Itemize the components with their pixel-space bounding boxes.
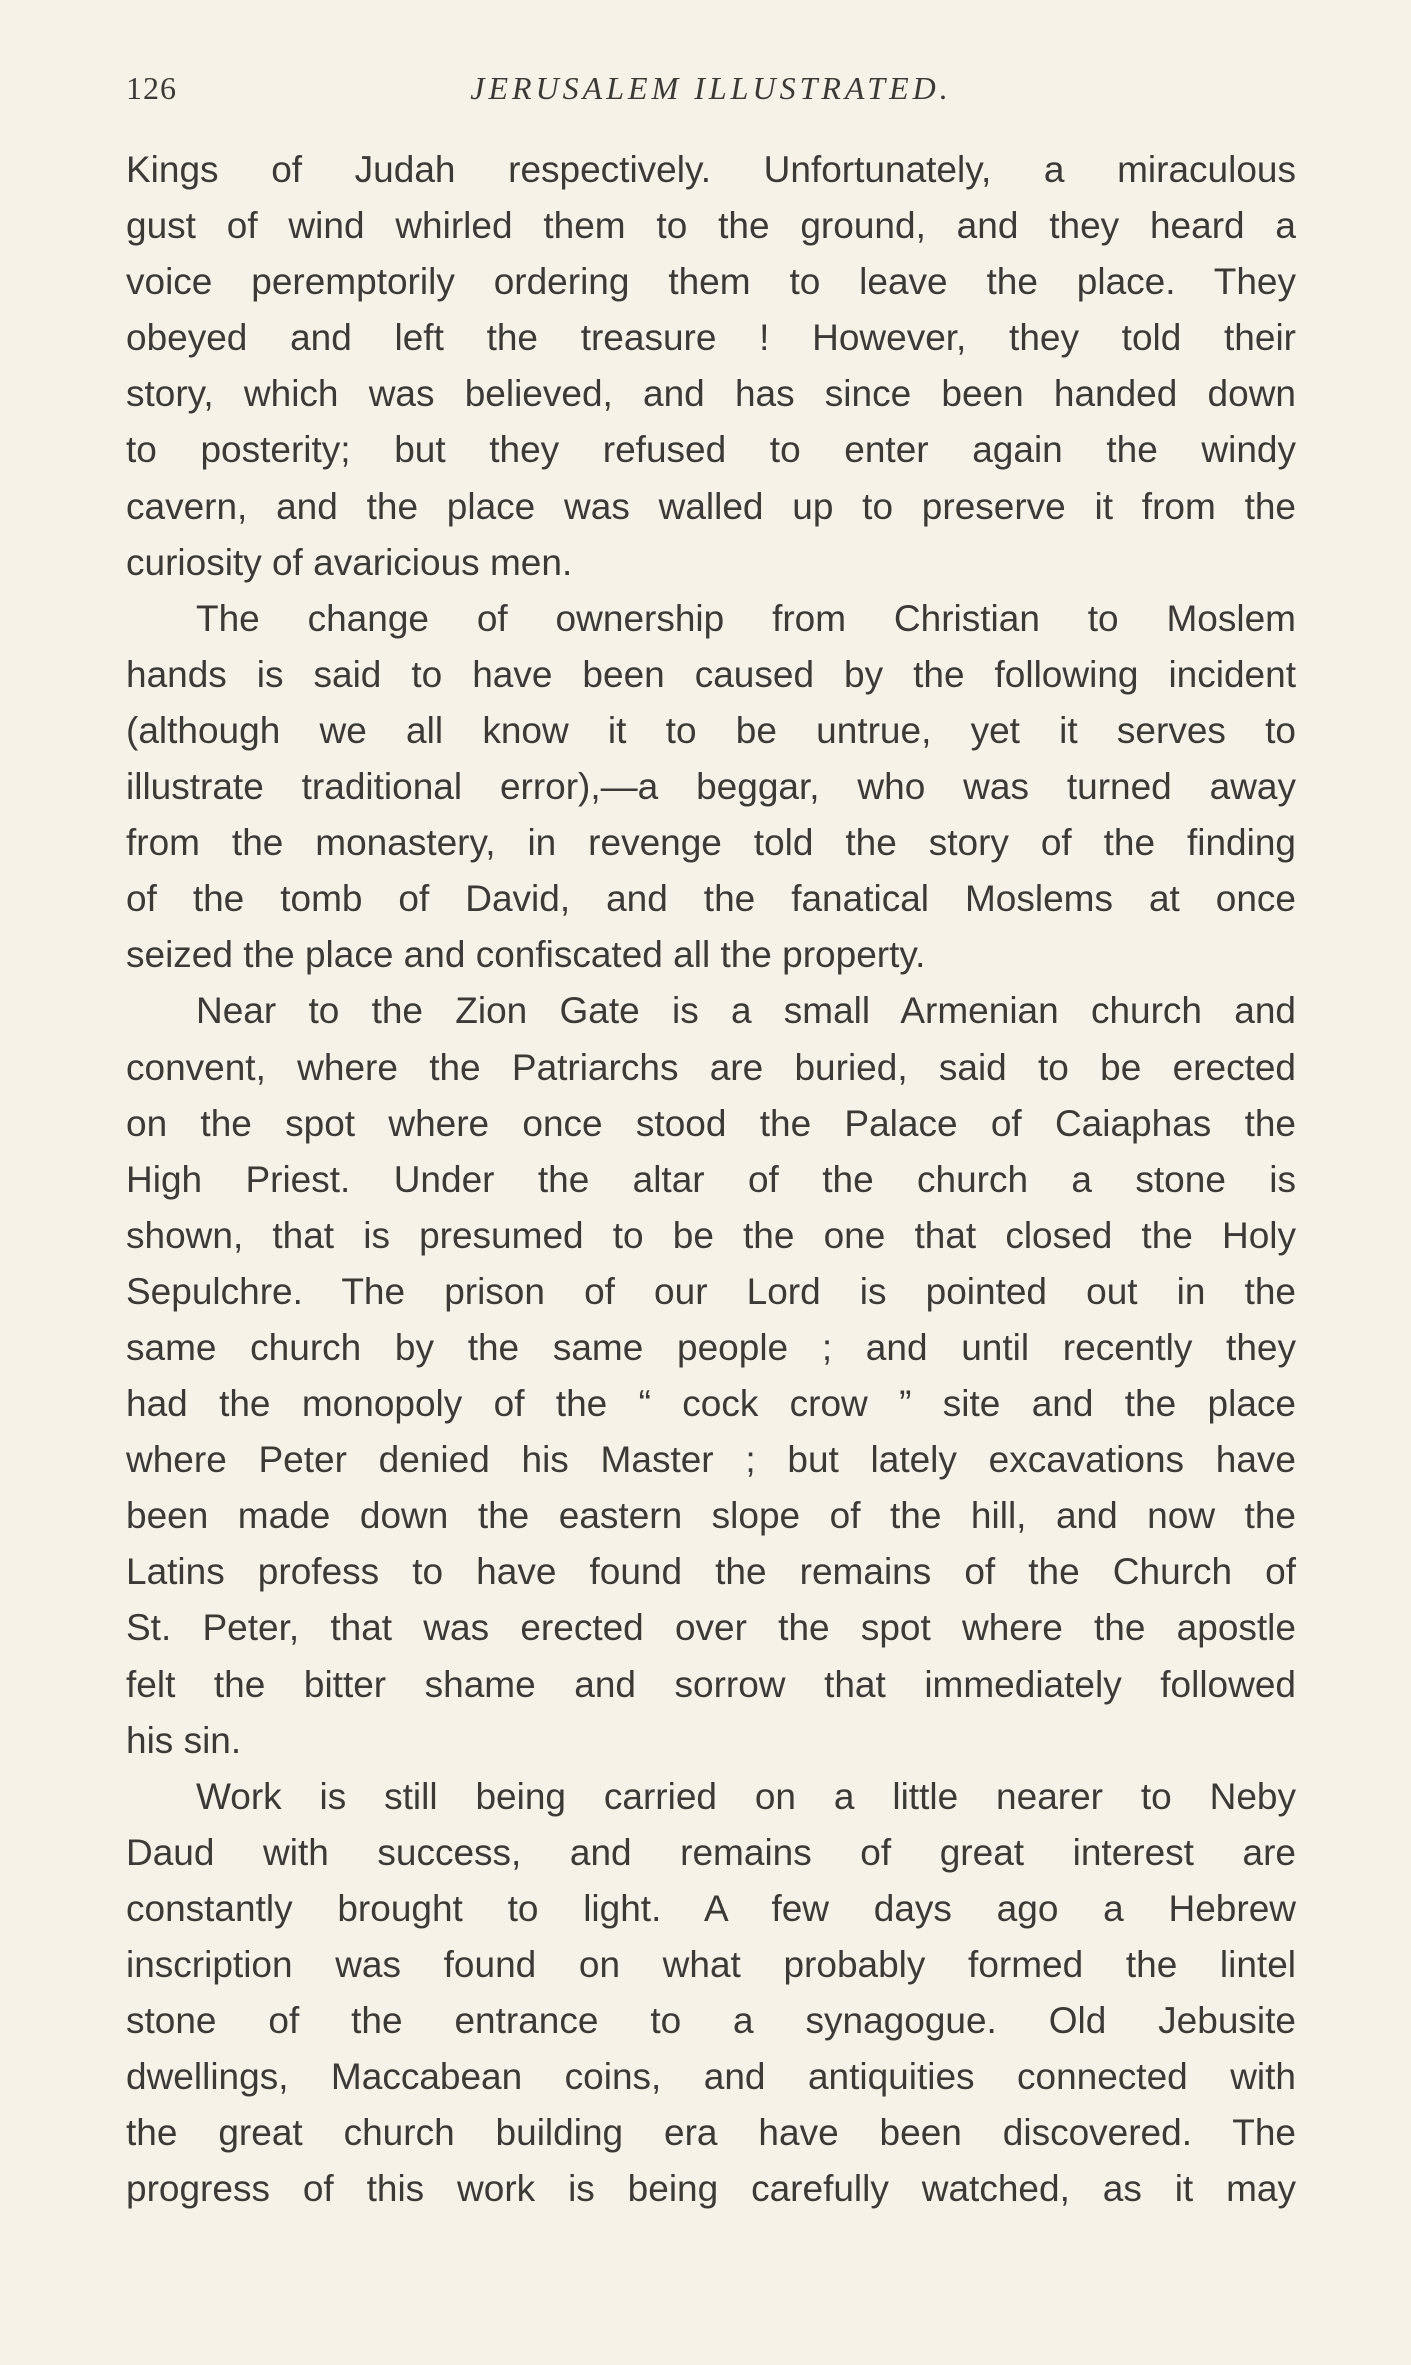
text-line: from the monastery, in revenge told the story of the finding: [126, 822, 1296, 864]
text-line: High Priest. Under the altar of the church a stone is: [126, 1158, 1296, 1200]
text-line: felt the bitter shame and sorrow that immediately followed: [126, 1663, 1296, 1705]
text-line: to posterity; but they refused to enter again the windy: [126, 429, 1296, 471]
text-line: stone of the entrance to a synagogue. Old Jebusite: [126, 2000, 1296, 2042]
text-line: illustrate traditional error),—a beggar, who was turned away: [126, 766, 1296, 808]
running-head: [126, 70, 1296, 120]
text-line: Sepulchre. The prison of our Lord is pointed out in the: [126, 1270, 1296, 1312]
text-line: Near to the Zion Gate is a small Armenian church and: [196, 990, 1296, 1032]
text-line: constantly brought to light. A few days ago a Hebrew: [126, 1887, 1296, 1929]
text-line: hands is said to have been caused by the following incident: [126, 653, 1296, 695]
running-title: JERUSALEM ILLUSTRATED.: [470, 70, 952, 106]
text-line: dwellings, Maccabean coins, and antiquities connected with: [126, 2056, 1296, 2098]
text-line: (although we all know it to be untrue, yet it serves to: [126, 709, 1296, 751]
text-line: gust of wind whirled them to the ground, and they heard a: [126, 205, 1296, 247]
text-line: on the spot where once stood the Palace of Caiaphas the: [126, 1102, 1296, 1144]
text-line: his sin.: [126, 1719, 242, 1761]
text-line: curiosity of avaricious men.: [126, 541, 573, 583]
text-line: Daud with success, and remains of great interest are: [126, 1831, 1296, 1873]
text-line: obeyed and left the treasure ! However, they told their: [126, 317, 1296, 359]
text-line: seized the place and confiscated all the property.: [126, 934, 926, 976]
text-line: progress of this work is being carefully watched, as it may: [126, 2168, 1296, 2210]
text-line: been made down the eastern slope of the hill, and now the: [126, 1495, 1296, 1537]
text-line: where Peter denied his Master ; but lately excavations have: [126, 1439, 1296, 1481]
text-line: shown, that is presumed to be the one that closed the Holy: [126, 1214, 1296, 1256]
text-line: the great church building era have been discovered. The: [126, 2112, 1296, 2154]
text-line: Work is still being carried on a little nearer to Neby: [196, 1775, 1296, 1817]
page-number: 126: [126, 70, 177, 106]
text-line: had the monopoly of the “ cock crow ” site and the place: [126, 1383, 1296, 1425]
text-line: Kings of Judah respectively. Unfortunately, a miraculous: [126, 149, 1296, 190]
text-line: of the tomb of David, and the fanatical Moslems at once: [126, 878, 1296, 920]
text-line: story, which was believed, and has since been handed down: [126, 373, 1296, 415]
text-line: convent, where the Patriarchs are buried, said to be erected: [126, 1046, 1296, 1088]
text-line: Latins profess to have found the remains of the Church of: [126, 1551, 1296, 1593]
text-line: The change of ownership from Christian to Moslem: [196, 597, 1296, 639]
body-text: [126, 142, 1296, 2217]
text-line: same church by the same people ; and until recently they: [126, 1326, 1296, 1368]
text-line: cavern, and the place was walled up to preserve it from the: [126, 485, 1296, 527]
text-line: inscription was found on what probably formed the lintel: [126, 1944, 1296, 1985]
text-line: St. Peter, that was erected over the spot where the apostle: [126, 1607, 1296, 1649]
text-line: voice peremptorily ordering them to leave the place. They: [126, 261, 1296, 303]
